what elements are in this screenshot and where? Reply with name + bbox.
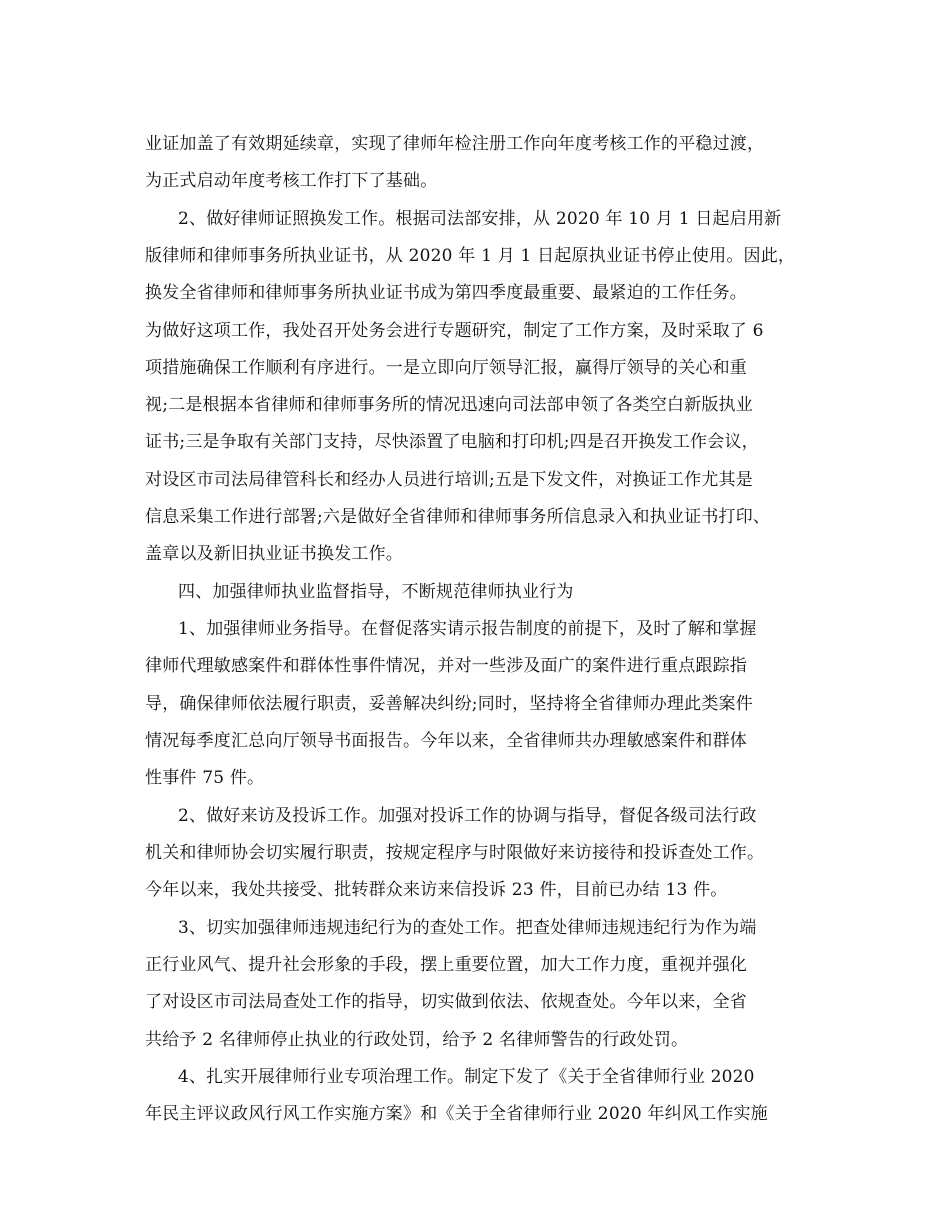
paragraph-start-line: 3、切实加强律师违规违纪行为的查处工作。把查处律师违规违纪行为作为端 bbox=[178, 918, 757, 938]
text-line: 年民主评议政风行风工作实施方案》和《关于全省律师行业 2020 年纠风工作实施 bbox=[145, 1104, 768, 1124]
text-line: 证书;三是争取有关部门支持，尽快添置了电脑和打印机;四是召开换发工作会议， bbox=[145, 432, 759, 452]
text-line: 情况每季度汇总向厅领导书面报告。今年以来，全省律师共办理敏感案件和群体 bbox=[145, 731, 747, 751]
text-line: 了对设区市司法局查处工作的指导，切实做到依法、依规查处。今年以来，全省 bbox=[145, 992, 747, 1012]
text-line: 机关和律师协会切实履行职责，按规定程序与时限做好来访接待和投诉查处工作。 bbox=[145, 843, 765, 863]
text-line: 律师代理敏感案件和群体性事件情况，并对一些涉及面广的案件进行重点跟踪指 bbox=[145, 656, 747, 676]
text-line: 业证加盖了有效期延续章，实现了律师年检注册工作向年度考核工作的平稳过渡， bbox=[145, 134, 765, 154]
text-line: 导，确保律师依法履行职责，妥善解决纠纷;同时，坚持将全省律师办理此类案件 bbox=[145, 694, 753, 714]
text-line: 为做好这项工作，我处召开处务会进行专题研究，制定了工作方案，及时采取了 6 bbox=[145, 321, 764, 341]
text-line: 性事件 75 件。 bbox=[145, 768, 265, 788]
text-line: 共给予 2 名律师停止执业的行政处罚，给予 2 名律师警告的行政处罚。 bbox=[145, 1030, 689, 1050]
paragraph-start-line: 2、做好来访及投诉工作。加强对投诉工作的协调与指导，督促各级司法行政 bbox=[178, 806, 757, 826]
text-line: 信息采集工作进行部署;六是做好全省律师和律师事务所信息录入和执业证书打印、 bbox=[145, 507, 771, 527]
text-line: 视;二是根据本省律师和律师事务所的情况迅速向司法部申领了各类空白新版执业 bbox=[145, 395, 753, 415]
paragraph-start-line: 2、做好律师证照换发工作。根据司法部安排，从 2020 年 10 月 1 日起启用新 bbox=[178, 209, 782, 229]
text-line: 对设区市司法局律管科长和经办人员进行培训;五是下发文件，对换证工作尤其是 bbox=[145, 470, 753, 490]
section-heading: 四、加强律师执业监督指导，不断规范律师执业行为 bbox=[178, 582, 574, 602]
paragraph-start-line: 4、扎实开展律师行业专项治理工作。制定下发了《关于全省律师行业 2020 bbox=[178, 1067, 755, 1087]
text-line: 盖章以及新旧执业证书换发工作。 bbox=[145, 544, 403, 564]
text-line: 为正式启动年度考核工作打下了基础。 bbox=[145, 171, 438, 191]
text-line: 换发全省律师和律师事务所执业证书成为第四季度最重要、最紧迫的工作任务。 bbox=[145, 283, 747, 303]
paragraph-start-line: 1、加强律师业务指导。在督促落实请示报告制度的前提下，及时了解和掌握 bbox=[178, 619, 757, 639]
text-line: 版律师和律师事务所执业证书，从 2020 年 1 月 1 日起原执业证书停止使用。因此， bbox=[145, 246, 796, 266]
text-line: 项措施确保工作顺利有序进行。一是立即向厅领导汇报，赢得厅领导的关心和重 bbox=[145, 358, 747, 378]
text-line: 正行业风气、提升社会形象的手段，摆上重要位置，加大工作力度，重视并强化 bbox=[145, 955, 747, 975]
text-line: 今年以来，我处共接受、批转群众来访来信投诉 23 件，目前已办结 13 件。 bbox=[145, 880, 728, 900]
